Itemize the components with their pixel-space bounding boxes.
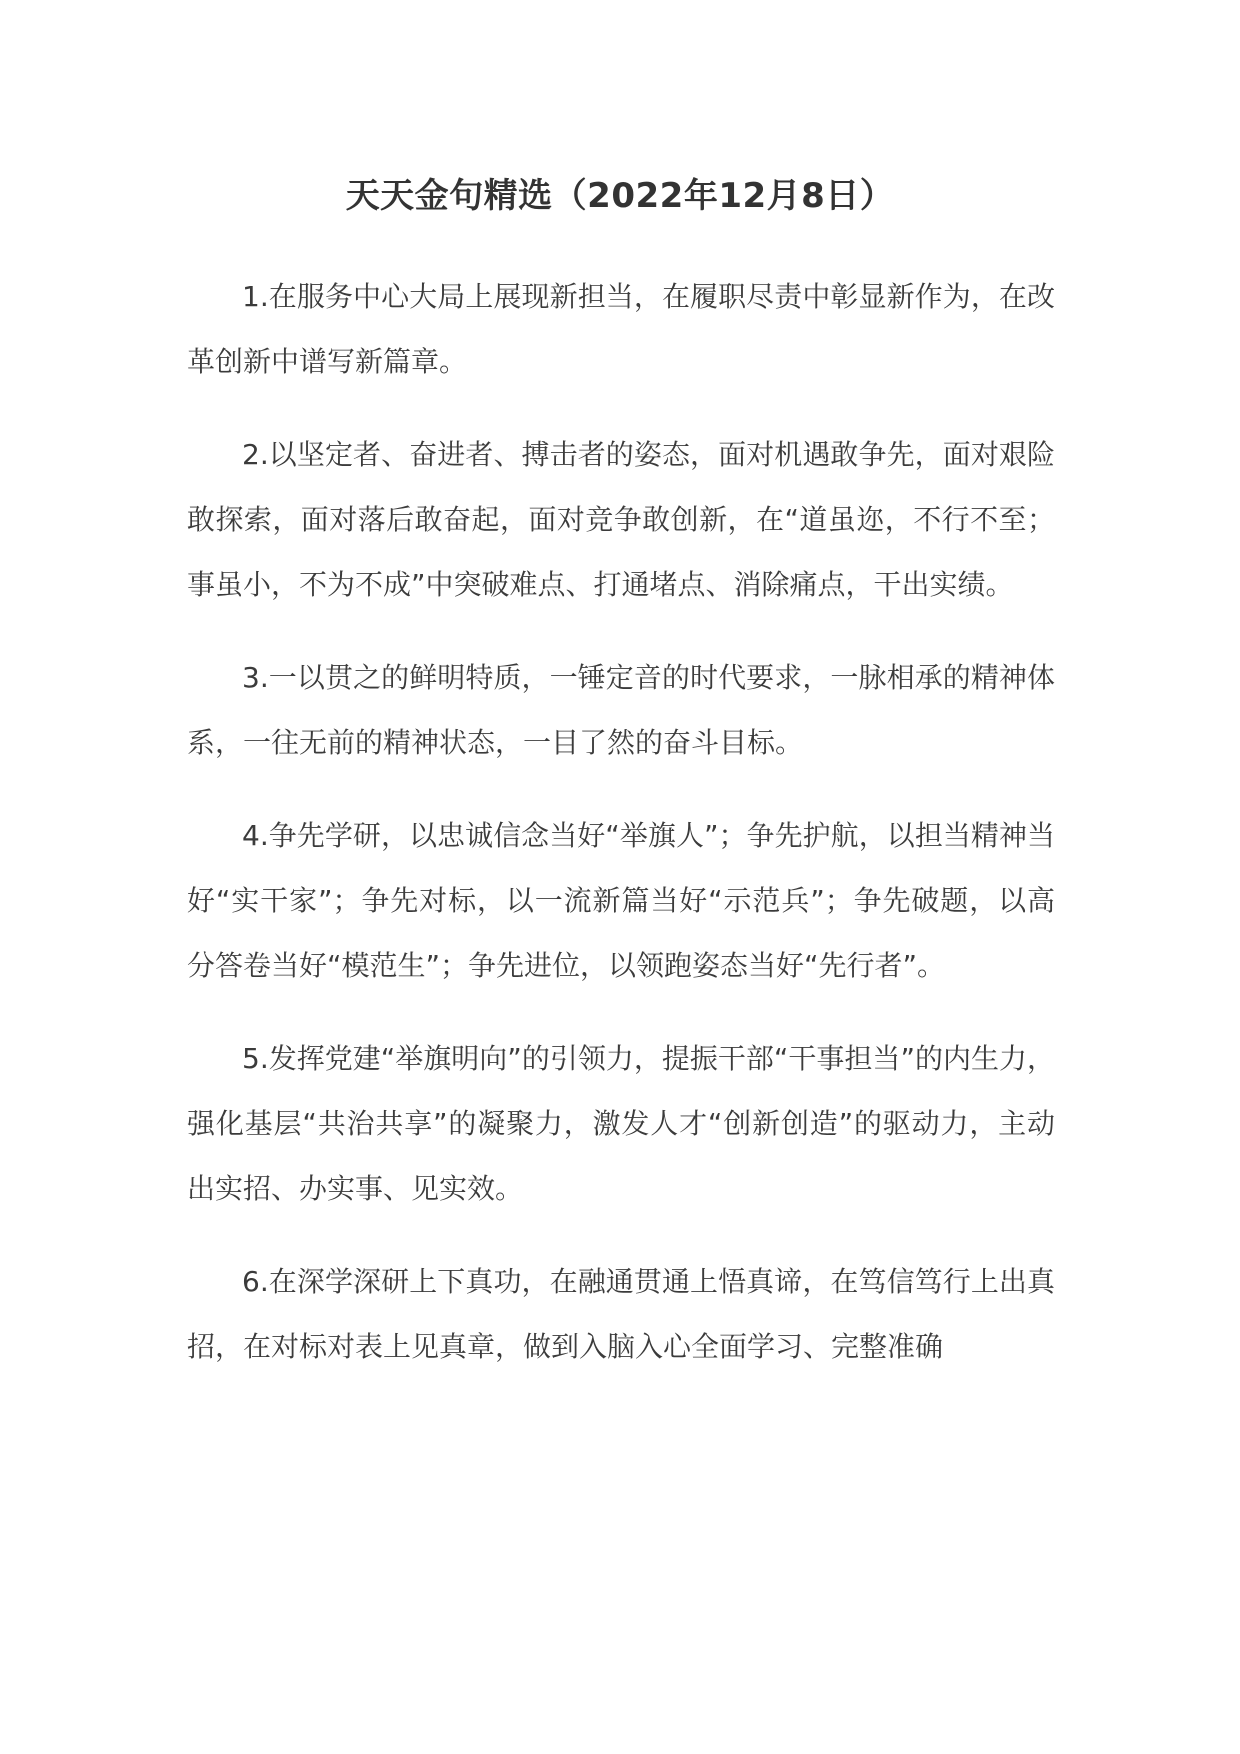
paragraph-1: 1.在服务中心大局上展现新担当，在履职尽责中彰显新作为，在改革创新中谱写新篇章。 [187,280,1055,378]
document-body [187,264,1055,1407]
paragraph-6: 6.在深学深研上下真功，在融通贯通上悟真谛，在笃信笃行上出真招，在对标对表上见真章，做到入脑入心全面学习、完整准确 [187,1265,1055,1363]
paragraph-2: 2.以坚定者、奋进者、搏击者的姿态，面对机遇敢争先，面对艰险敢探索，面对落后敢奋起，面对竞争敢创新，在“道虽迩，不行不至；事虽小，不为不成”中突破难点、打通堵点、消除痛点，干出实绩。 [187,438,1055,601]
paragraph-5: 5.发挥党建“举旗明向”的引领力，提振干部“干事担当”的内生力，强化基层“共治共享”的凝聚力，激发人才“创新创造”的驱动力，主动出实招、办实事、见实效。 [187,1042,1055,1205]
paragraph-4: 4.争先学研，以忠诚信念当好“举旗人”；争先护航，以担当精神当好“实干家”；争先对标，以一流新篇当好“示范兵”；争先破题，以高分答卷当好“模范生”；争先进位，以领跑姿态当好“先行者”。 [187,819,1055,982]
paragraph-3: 3.一以贯之的鲜明特质，一锤定音的时代要求，一脉相承的精神体系，一往无前的精神状态，一目了然的奋斗目标。 [187,661,1055,759]
document-title: 天天金句精选（2022年12月8日） [345,176,895,216]
